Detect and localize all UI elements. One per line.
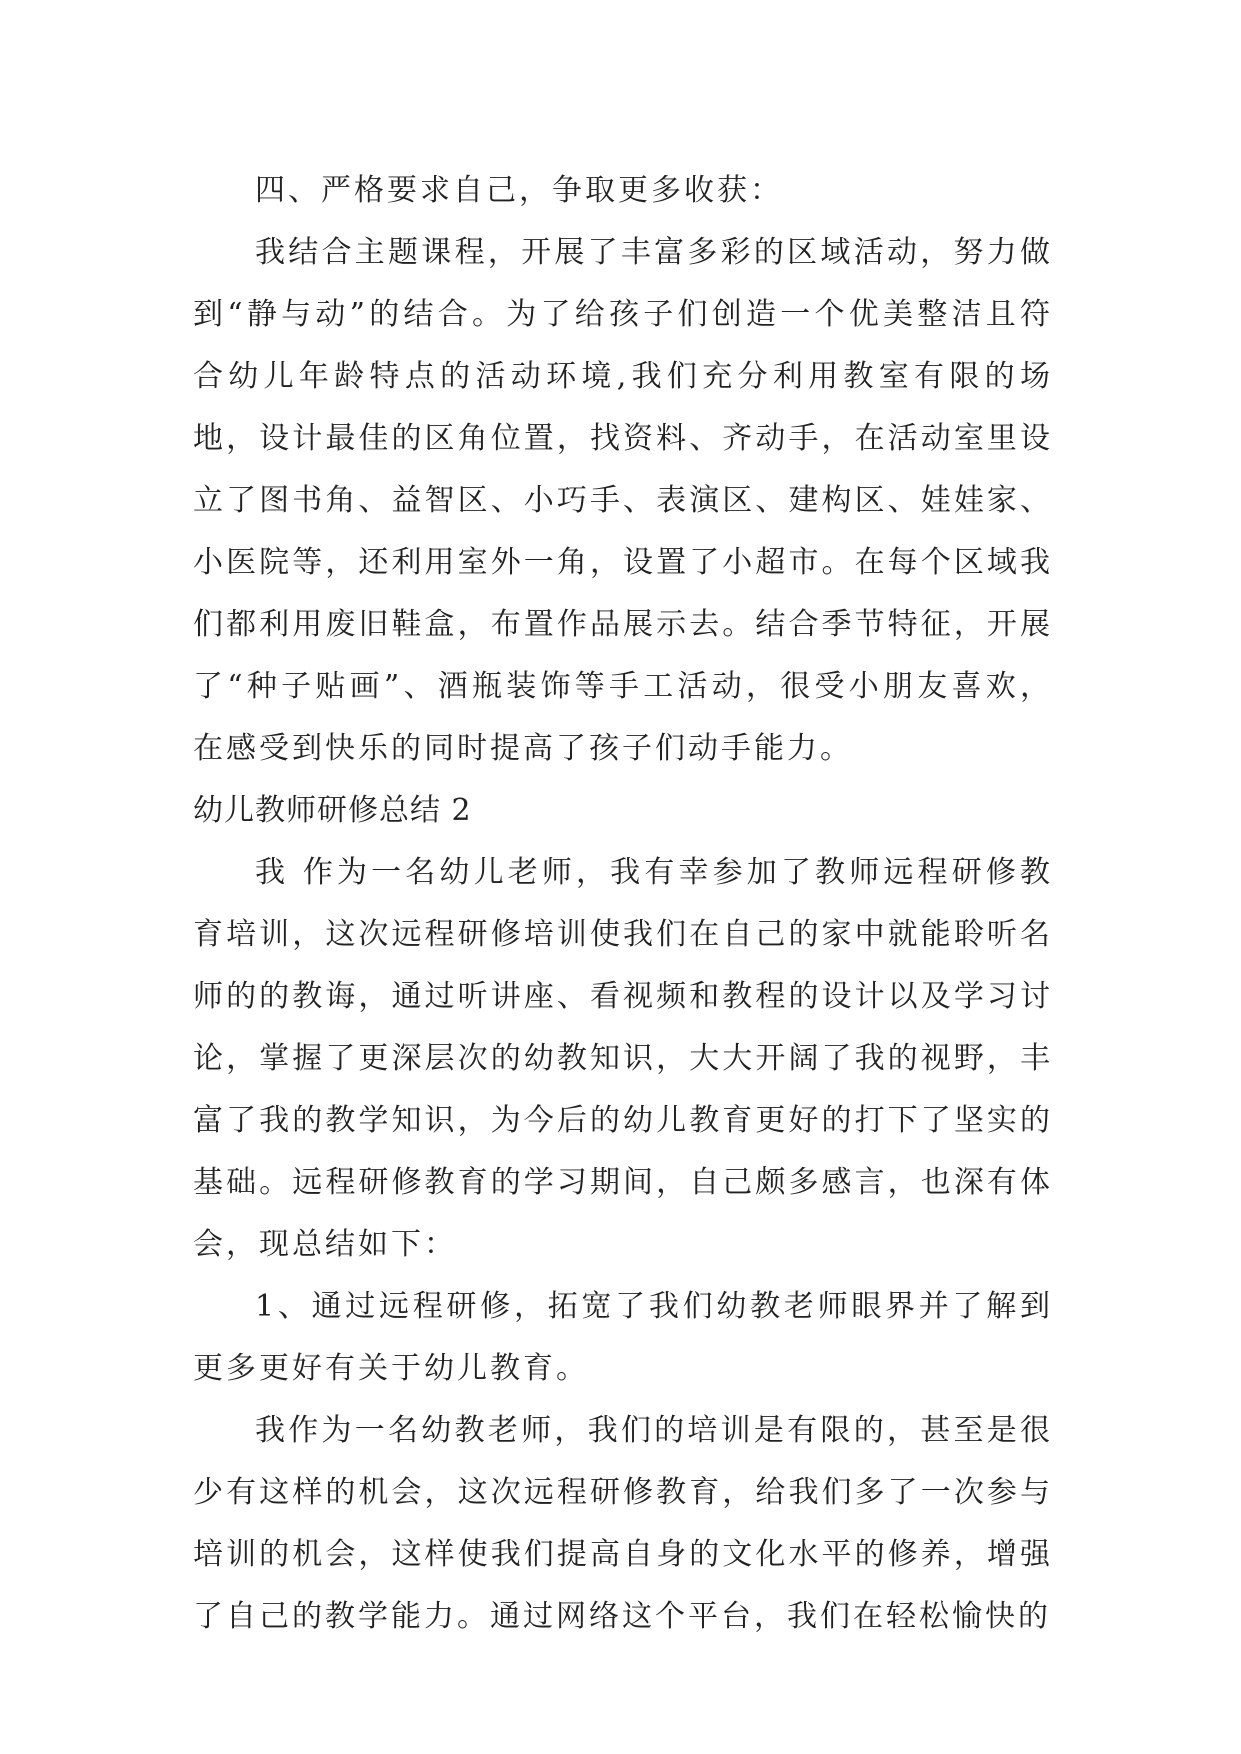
remote-training-intro-paragraph: 我 作为一名幼儿老师，我有幸参加了教师远程研修教育培训，这次远程研修培训使我们在自己的家中就能聆听名师的的教诲，通过听讲座、看视频和教程的设计以及学习讨论，掌握了更深层次的幼教知识，大大开阔了我的视野，丰富了我的教学知识，为今后的幼儿教育更好的打下了坚实的基础。远程研修教育的学习期间，自己颇多感言，也深有体会，现总结如下： <box>193 855 1053 1262</box>
section-four-heading-paragraph: 四、严格要求自己，争取更多收获： <box>255 173 783 208</box>
regional-activities-paragraph: 我结合主题课程，开展了丰富多彩的区域活动，努力做到“静与动”的结合。为了给孩子们创造一个优美整洁且符合幼儿年龄特点的活动环境,我们充分利用教室有限的场地，设计最佳的区角位置，找资料、齐动手，在活动室里设立了图书角、益智区、小巧手、表演区、建构区、娃娃家、小医院等，还利用室外一角，设置了小超市。在每个区域我们都利用废旧鞋盒，布置作品展示去。结合季节特征，开展了“种子贴画”、酒瓶装饰等手工活动，很受小朋友喜欢，在感受到快乐的同时提高了孩子们动手能力。 <box>193 235 1053 766</box>
summary-2-title: 幼儿教师研修总结 2 <box>193 793 472 828</box>
training-opportunity-paragraph: 我作为一名幼教老师，我们的培训是有限的，甚至是很少有这样的机会，这次远程研修教育，给我们多了一次参与培训的机会，这样使我们提高自身的文化水平的修养，增强了自己的教学能力。通过网络这个平台，我们在轻松愉快的 <box>193 1413 1053 1634</box>
document-body <box>193 160 1053 1648</box>
point-one-paragraph: 1、通过远程研修，拓宽了我们幼教老师眼界并了解到更多更好有关于幼儿教育。 <box>193 1289 1053 1386</box>
